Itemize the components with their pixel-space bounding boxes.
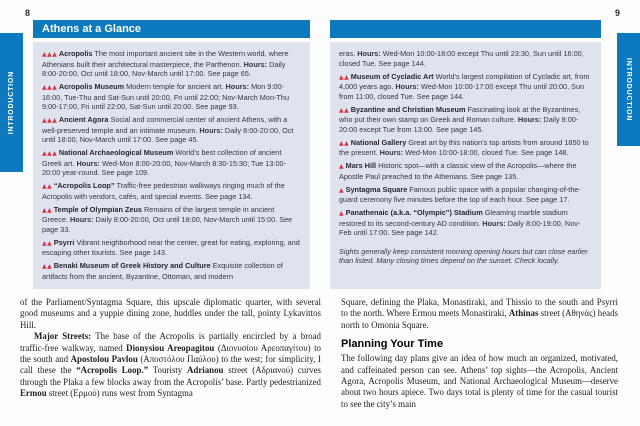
sight-entry [339,161,592,181]
sight-name: “Acropolis Loop” [53,181,115,190]
sight-name: Mars Hill [345,161,377,170]
sight-description: Remains of the largest temple in ancient Greece. Hours: Daily 8:00-20:00, Oct until 18:00, Nov-March until 15:00. See page 33. [42,204,293,234]
body-paragraph: The following day plans give an idea of how much an organized, motivated, and caffeinated person can see. Athens’ top sights—the Acropolis, Ancient Agora, Acropolis Museum, and National Archaeological Museum—deserve about two hours apiece. Two days total is plenty of time for the casual tourist to see the city’s main [341,353,618,409]
rating-triangles-icon: ▲▲ [42,239,53,247]
sight-description: Gleaming marble stadium restored to its second-century AD condition. Hours: Daily 8:00-19:00, Nov-Feb until 17:00. See page 142. [339,208,581,237]
chapter-tab-left [0,33,23,172]
sight-name: Temple of Olympian Zeus [53,204,142,214]
sight-description: World’s best collection of ancient Greek art. Hours: Wed-Mon 8:00-20:00, Nov-March 8:30-15:30; Tue 13:00-20:00 year-round. See page 109. [42,148,287,177]
sight-entry [339,105,592,135]
sight-name: Acropolis Museum [58,82,125,91]
body-paragraph: Square, defining the Plaka, Monastiraki, and Thissio to the south and Psyrri to the north. Where Ermou meets Monastiraki, Athinas street (Αθηνάς) heads north to Omonia Square. [341,297,618,330]
page-number-right: 9 [614,8,620,18]
sight-description: Social and commercial center of ancient Athens, with a well-preserved temple and an intimate museum. Hours: Daily 8:00-20:00, Oct until 18:00, Nov-March until 17:00. See page 45. [42,115,294,144]
sight-name: National Archaeological Museum [58,148,174,157]
chapter-tab-left-label: INTRODUCTION [8,70,15,135]
glance-box-titlebar-continuation [330,20,601,38]
sight-description: Traffic-free pedestrian walkways ringing much of the Acropolis with vendors, cafés, and special events. See page 134. [42,181,285,201]
sight-entry [42,238,301,258]
body-paragraph-major-streets: Major Streets: The base of the Acropolis is partially encircled by a broad traffic-free walkway, named Dionysiou Areopagitou (Διονυσίου Αρεοπαγίτου) to the south and Apostolou Pavlou (Αποστόλου Παύλου) to the west; for simplicity, I call these the “Acropolis Loop.” Touristy Adrianou street (Αδριανού) curves through the Plaka a few blocks away from the Acropolis’ base. Partly pedestrianized Ermou street (Ερμού) runs west from Syntagma [20,331,321,399]
chapter-tab-right-label: INTRODUCTION [625,57,632,122]
sight-entry [42,49,301,79]
sight-entry [339,72,592,102]
glance-box-right [330,20,601,289]
sight-name: Byzantine and Christian Museum [350,104,466,114]
rating-triangles-icon: ▲▲▲ [42,84,58,91]
sight-description: Great art by this nation’s top artists from around 1850 to the present. Hours: Wed-Mon 10:00-18:00, closed Tue. See page 148. [339,137,589,157]
sight-entry [42,181,301,201]
glance-panel-left [33,42,310,289]
sight-description: Famous public space with a popular changing-of-the-guard ceremony five minutes before the top of each hour. See page 17. [339,184,581,204]
sight-description: World’s largest compilation of Cycladic art, from 4,000 years ago. Hours: Wed-Mon 10:00-17:00 except Thu until 20:00, Sun from 11:00, closed Tue. See page 144. [339,71,590,101]
glance-box-left [33,20,310,289]
section-heading-planning-your-time: Planning Your Time [341,338,444,351]
sight-entry [42,205,301,235]
sight-name: Benaki Museum of Greek History and Culture [53,261,211,270]
sight-name: National Gallery [350,137,407,147]
rating-triangles-icon: ▲ [339,210,345,217]
sight-entry [42,115,301,145]
body-paragraph: of the Parliament/Syntagma Square, this upscale diplomatic quarter, with several good museums and a yuppie dining zone, huddles under the tall, pointy Lykavittos Hill. [20,297,321,330]
glance-box-title: Athens at a Glance [33,20,310,38]
rating-triangles-icon: ▲▲ [42,206,53,214]
sight-description: Modern temple for ancient art. Hours: Mon 9:00-16:00, Tue-Thu and Sat-Sun until 20:00, Fri until 22:00; Nov-March Mon-Thu 9:00-17:00, Fri until 22:00, Sat-Sun until 20:00. See page 93. [42,82,290,111]
chapter-tab-right [617,33,640,146]
page-number-left: 8 [25,8,31,18]
sight-description: Historic spot—with a classic view of the Acropolis—where the Apostle Paul preached to the Athenians. See page 135. [339,161,577,181]
rating-triangles-icon: ▲▲▲ [42,117,58,124]
sight-entry [42,148,301,178]
sight-entry-continuation: eras. Hours: Wed-Mon 10:00-18:00 except Thu until 23:30, Sun until 16:00, closed Tue. See page 144. [339,49,584,68]
sight-entry [42,261,301,281]
rating-triangles-icon: ▲▲ [339,73,350,81]
rating-triangles-icon: ▲▲▲ [42,51,58,58]
rating-triangles-icon: ▲▲ [339,106,350,114]
sight-name: Syntagma Square [345,184,408,194]
body-text-right-page [341,297,618,410]
glance-footnote: Sights generally keep consistent morning opening hours but can close earlier than listed. Many closing times depend on the sunset. Check locally. [339,246,588,265]
sight-description: Vibrant neighborhood near the center, great for eating, exploring, and escaping other tourists. See page 143. [42,237,300,257]
glance-right-entries [339,72,592,238]
sight-description: Exquisite collection of artifacts from the ancient, Byzantine, Ottoman, and modern [42,261,283,281]
sight-description: The most important ancient site in the Western world, where Athenians built their architectural masterpiece, the Parthenon. Hours: Daily 8:00-20:00, Oct until 18:00, Nov-March until 17:00. See page 65. [42,49,289,78]
rating-triangles-icon: ▲ [339,163,345,170]
sight-name: Museum of Cycladic Art [350,71,434,81]
rating-triangles-icon: ▲▲ [42,183,53,190]
rating-triangles-icon: ▲ [339,186,345,194]
sight-name: Panathenaic (a.k.a. “Olympic”) Stadium [345,208,483,217]
glance-panel-right [330,42,601,289]
sight-entry [42,82,301,112]
sight-entry [339,185,592,205]
rating-triangles-icon: ▲▲ [42,263,53,270]
sight-name: Ancient Agora [58,115,109,124]
sight-entry [339,208,592,238]
sight-name: Acropolis [58,49,93,58]
sight-entry [339,138,592,158]
rating-triangles-icon: ▲▲▲ [42,150,58,157]
rating-triangles-icon: ▲▲ [339,139,350,147]
body-text-left-page [20,297,321,400]
sight-description: Fascinating look at the Byzantines, who put their own stamp on Greek and Roman culture. Hours: Daily 8:00-20:00 except Tue from 13:00. See page 145. [339,104,581,134]
sight-name: Psyrri [53,237,75,247]
